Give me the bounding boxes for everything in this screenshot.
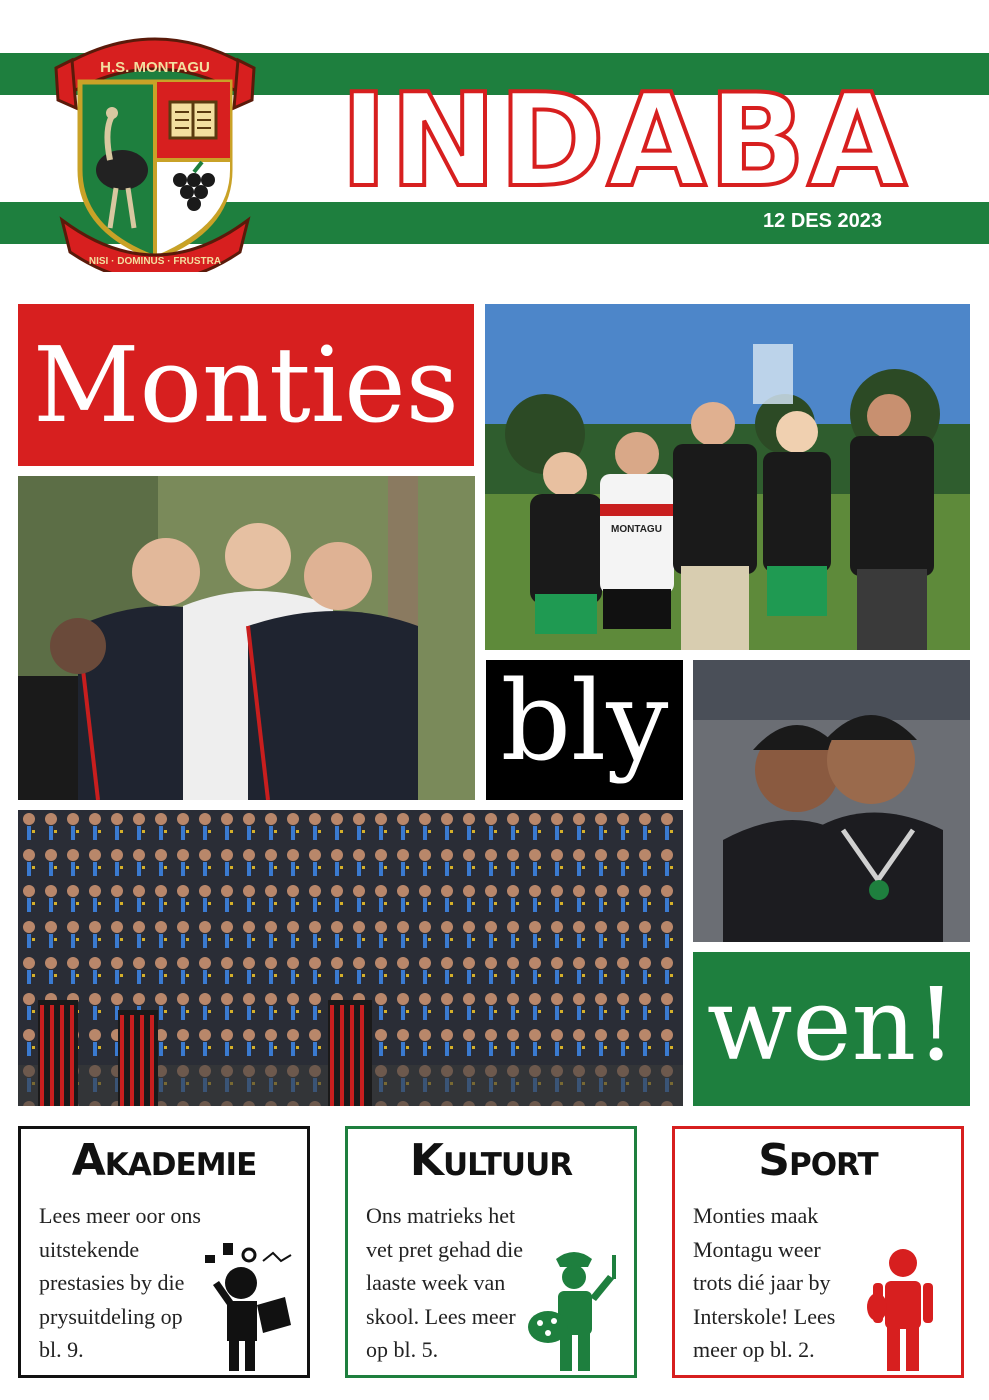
athlete-icon [855, 1241, 951, 1371]
photo-trophy-celebration [485, 304, 970, 650]
masthead-title: INDABA [340, 67, 909, 216]
section-text: Ons matrieks het vet pret gehad die laaste week van skool. Lees meer op bl. 5. [366, 1203, 523, 1362]
svg-text:MONTAGU: MONTAGU [611, 524, 662, 535]
painter-icon [528, 1241, 624, 1371]
svg-text:NISI · DOMINUS · FRUSTRA: NISI · DOMINUS · FRUSTRA [88, 256, 222, 267]
academic-person-icon [201, 1241, 297, 1371]
section-card-kultuur[interactable] [345, 1126, 637, 1378]
issue-date: 12 DES 2023 [763, 210, 882, 232]
section-card-akademie[interactable] [18, 1126, 310, 1378]
headline-word-wen: wen! [693, 952, 970, 1106]
section-title: Akademie [71, 1135, 257, 1186]
section-text: Monties maak Montagu weer trots dié jaar by Interskole! Lees meer op bl. 2. [693, 1203, 836, 1362]
section-title: Kultuur [409, 1135, 573, 1186]
section-card-sport[interactable] [672, 1126, 964, 1378]
school-crest [52, 20, 258, 272]
headline-word-bly: bly [486, 660, 683, 800]
svg-text:H.S. MONTAGU: H.S. MONTAGU [100, 59, 210, 76]
section-text: Lees meer oor ons uitstekende prestasies by die prysuitdeling op bl. 9. [39, 1203, 201, 1362]
photo-three-boys [18, 476, 475, 800]
crest-icon [52, 20, 258, 272]
photo-choir-crowd [18, 810, 683, 1106]
section-title: Sport [758, 1135, 878, 1186]
photo-two-girls [693, 660, 970, 942]
headline-word-monties: Monties [18, 304, 474, 466]
